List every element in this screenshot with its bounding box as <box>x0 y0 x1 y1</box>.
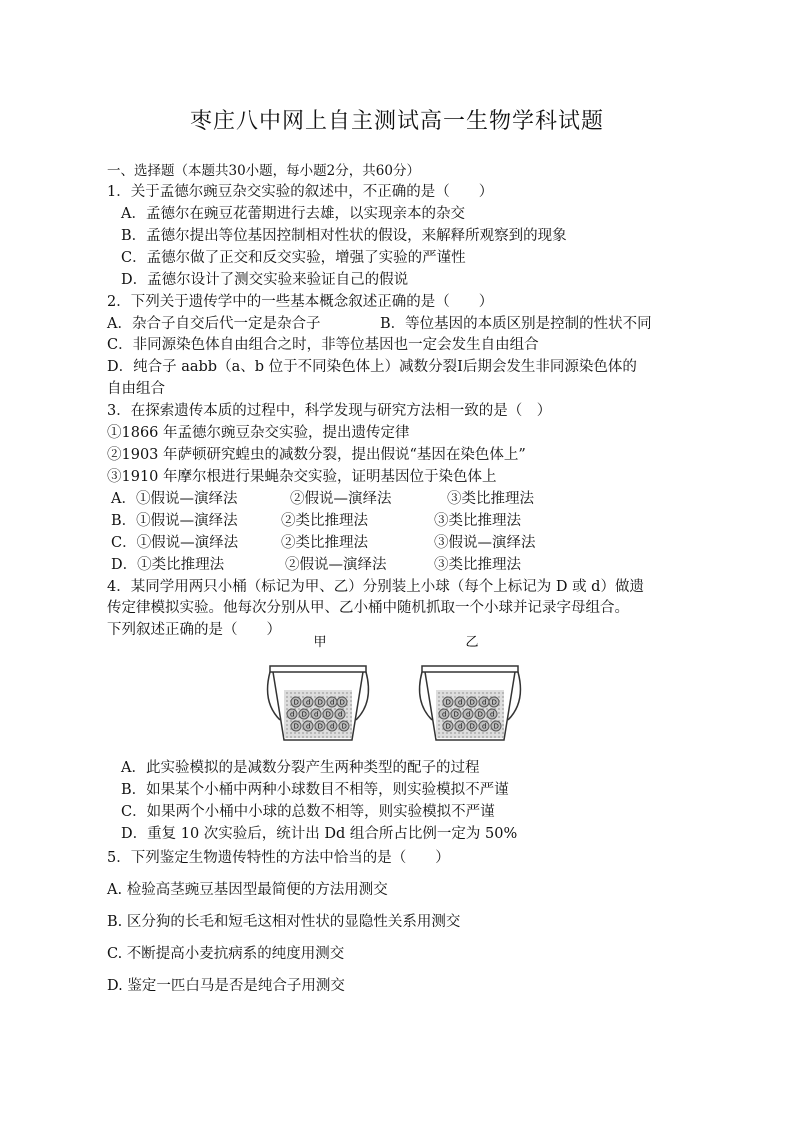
svg-text:D: D <box>317 698 323 707</box>
bucket-yi-rim <box>422 666 518 672</box>
svg-text:d: d <box>466 710 471 719</box>
bucket-yi <box>420 635 521 740</box>
section-heading: 一、选择题（本题共30小题，每小题2分，共60分） <box>107 163 420 179</box>
svg-text:D: D <box>445 698 451 707</box>
svg-text:d: d <box>338 710 343 719</box>
svg-text:d: d <box>482 722 487 731</box>
svg-text:d: d <box>330 698 335 707</box>
question-5-stem: 5．下列鉴定生物遗传特性的方法中恰当的是（ ） <box>107 850 450 866</box>
svg-text:D: D <box>317 722 323 731</box>
svg-text:d: d <box>306 722 311 731</box>
question-3-statement-2: ②1903 年萨顿研究蝗虫的减数分裂，提出假说“基因在染色体上” <box>107 447 526 463</box>
question-1-option-a: A．孟德尔在豌豆花蕾期进行去雄，以实现亲本的杂交 <box>121 206 465 222</box>
bucket-yi-label: 乙 <box>465 635 479 650</box>
svg-text:d: d <box>314 710 319 719</box>
option-part: ③假说—演绎法 <box>434 535 536 551</box>
option-part: D．①类比推理法 <box>111 557 225 573</box>
question-2-option-d-cont: 自由组合 <box>107 381 165 397</box>
page-title: 枣庄八中网上自主测试高一生物学科试题 <box>189 109 604 134</box>
option-part: ②假说—演绎法 <box>290 491 392 507</box>
svg-text:d: d <box>482 698 487 707</box>
option-part: ②类比推理法 <box>281 513 368 529</box>
question-4-option-b: B．如果某个小桶中两种小球数目不相等，则实验模拟不严谨 <box>121 782 509 798</box>
question-3-statement-1: ①1866 年孟德尔豌豆杂交实验，提出遗传定律 <box>107 425 410 441</box>
option-part: B．①假说—演绎法 <box>111 513 238 529</box>
svg-text:D: D <box>469 698 475 707</box>
question-5-option-d: D. 鉴定一匹白马是否是纯合子用测交 <box>107 978 345 994</box>
question-2-option-c: C．非同源染色体自由组合之时，非等位基因也一定会发生自由组合 <box>107 337 539 353</box>
svg-text:D: D <box>469 722 475 731</box>
svg-text:D: D <box>293 722 299 731</box>
svg-text:D: D <box>445 722 451 731</box>
question-4-option-d: D．重复 10 次实验后，统计出 Dd 组合所占比例一定为 50% <box>121 826 518 842</box>
question-1-stem: 1．关于孟德尔豌豆杂交实验的叙述中，不正确的是（ ） <box>107 184 494 200</box>
question-4-option-c: C．如果两个小桶中小球的总数不相等，则实验模拟不严谨 <box>121 804 495 820</box>
bucket-yi-ball-labels <box>439 697 501 731</box>
option-part: ③类比推理法 <box>447 491 534 507</box>
bucket-jia-label: 甲 <box>313 635 327 650</box>
option-part: ②类比推理法 <box>281 535 368 551</box>
svg-text:D: D <box>341 722 347 731</box>
svg-text:d: d <box>290 710 295 719</box>
bucket-jia <box>268 635 369 740</box>
option-part: ③类比推理法 <box>434 513 521 529</box>
question-1-option-c: C．孟德尔做了正交和反交实验，增强了实验的严谨性 <box>121 250 466 266</box>
svg-text:d: d <box>442 710 447 719</box>
question-2-option-a: A．杂合子自交后代一定是杂合子 <box>107 316 321 332</box>
svg-text:d: d <box>330 722 335 731</box>
option-part: ③类比推理法 <box>434 557 521 573</box>
svg-text:d: d <box>458 722 463 731</box>
question-4-stem-cont: 传定律模拟实验。他每次分别从甲、乙小桶中随机抓取一个小球并记录字母组合。 <box>107 600 629 616</box>
option-part: C．①假说—演绎法 <box>111 535 239 551</box>
svg-text:D: D <box>493 722 499 731</box>
svg-text:D: D <box>325 710 331 719</box>
question-4-stem: 4．某同学用两只小桶（标记为甲、乙）分别装上小球（每个上标记为 D 或 d）做遗 <box>107 579 644 595</box>
svg-text:D: D <box>477 710 483 719</box>
question-4-option-a: A．此实验模拟的是减数分裂产生两种类型的配子的过程 <box>121 760 480 776</box>
question-1-option-b: B．孟德尔提出等位基因控制相对性状的假设，来解释所观察到的现象 <box>121 228 567 244</box>
svg-text:D: D <box>301 710 307 719</box>
option-part: A．①假说—演绎法 <box>111 491 238 507</box>
svg-text:d: d <box>490 710 495 719</box>
question-5-option-a: A. 检验高茎豌豆基因型最简便的方法用测交 <box>107 882 388 898</box>
question-2-stem: 2．下列关于遗传学中的一些基本概念叙述正确的是（ ） <box>107 294 494 310</box>
svg-text:D: D <box>491 698 497 707</box>
svg-text:D: D <box>339 698 345 707</box>
question-5-option-c: C. 不断提高小麦抗病系的纯度用测交 <box>107 946 345 962</box>
question-1-option-d: D．孟德尔设计了测交实验来验证自己的假说 <box>121 272 409 288</box>
question-5-option-b: B. 区分狗的长毛和短毛这相对性状的显隐性关系用测交 <box>107 914 461 930</box>
buckets-figure <box>262 632 532 750</box>
bucket-jia-ball-labels <box>287 697 349 731</box>
question-3-stem: 3．在探索遗传本质的过程中，科学发现与研究方法相一致的是（ ） <box>107 403 552 419</box>
question-3-statement-3: ③1910 年摩尔根进行果蝇杂交实验，证明基因位于染色体上 <box>107 469 497 485</box>
svg-text:D: D <box>453 710 459 719</box>
svg-text:d: d <box>306 698 311 707</box>
question-2-option-b: B．等位基因的本质区别是控制的性状不同 <box>380 316 652 332</box>
question-2-option-d: D．纯合子 aabb（a、b 位于不同染色体上）减数分裂Ⅰ后期会发生非同源染色体的 <box>107 359 637 375</box>
question-4-stem-end: 下列叙述正确的是（ ） <box>107 622 281 638</box>
svg-text:D: D <box>293 698 299 707</box>
option-part: ②假说—演绎法 <box>285 557 387 573</box>
bucket-jia-rim <box>270 666 366 672</box>
svg-text:d: d <box>458 698 463 707</box>
